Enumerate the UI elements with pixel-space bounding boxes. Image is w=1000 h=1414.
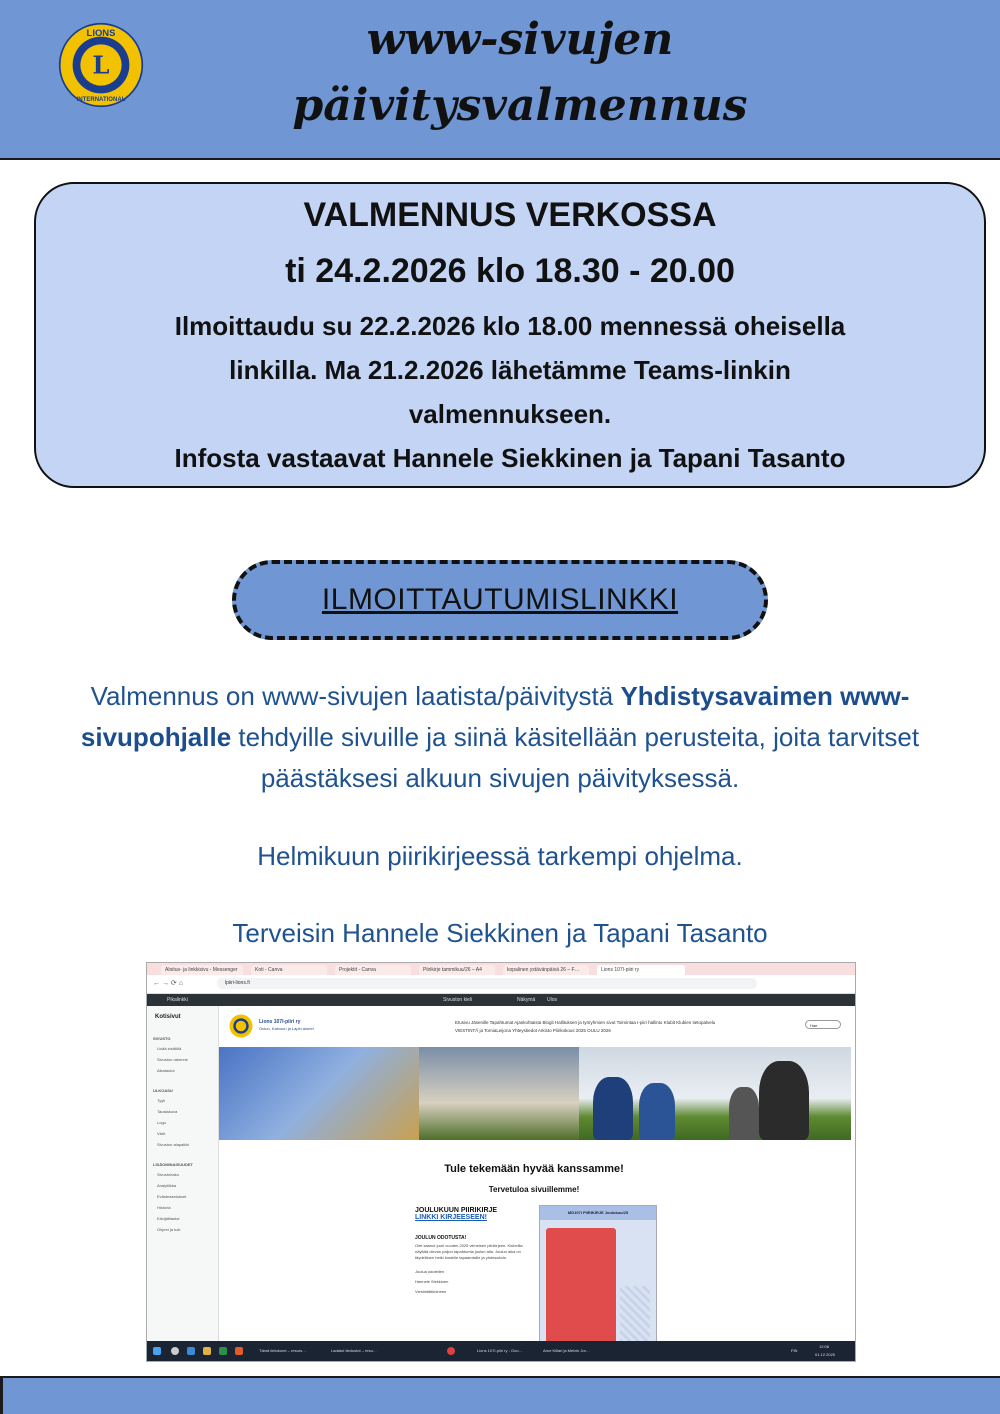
description-paragraph [60, 676, 940, 799]
browser-tab: Aloitus- ja linkkisivu - Messenger [161, 965, 243, 975]
newsletter-paragraph: Olet saanut juuri vuoden 2025 viimeisen piirikirjeen. Klubeilla näyttää olevan paljon tapahtumia joulun alla. Joulun aika on täydellinen hetki ilostelle tapaamisille ja yhdessäolo. [415, 1243, 523, 1260]
cms-sidebar-item: Lisää sisältöä [157, 1046, 182, 1051]
browser-tab-active: Lions 107I-piiri ry [597, 965, 685, 975]
browser-tab: Koti - Canva [251, 965, 327, 975]
browser-tab: Piirikirje tammikuu/26 – A4 [419, 965, 495, 975]
cms-bar-item: Pikalinkki [167, 997, 188, 1003]
cms-sidebar-title: Kotisivut [155, 1014, 181, 1020]
windows-taskbar [147, 1341, 855, 1361]
hero-person [639, 1083, 675, 1140]
hero-people-photo [579, 1047, 851, 1140]
newsletter-subtitle: JOULUN ODOTUSTA! [415, 1235, 467, 1241]
event-detail-line: linkilla. Ma 21.2.2026 lähetämme Teams-linkin [229, 355, 791, 385]
browser-tab: Projektit - Canva [335, 965, 411, 975]
taskbar-window: Lions 107I-piiri ry - Goo… [477, 1348, 523, 1353]
app-icon [235, 1347, 243, 1355]
description-highlight: Yhdistysavaimen www-sivupohjalle [80, 681, 910, 752]
site-subtitle: Oulun, Kainuun ja Lapin alueet [259, 1026, 314, 1031]
cms-sidebar-section: LISÄOMINAISUUDET [153, 1162, 193, 1167]
taskbar-clock-time: 12:08 [819, 1344, 830, 1349]
description-text: tehdyille sivuille ja siinä käsitellään perusteita, joita tarvitset päästäksesi alkuun sivujen päivityksessä. [231, 722, 920, 793]
event-detail-line: valmennukseen. [408, 399, 612, 429]
event-detail-line: Ilmoittaudu su 22.2.2026 klo 18.00 mennessä oheisella [174, 311, 846, 341]
browser-nav-icons: ← → ⟳ ⌂ [153, 980, 183, 987]
signup-link-button[interactable]: ILMOITTAUTUMISLINKKI [232, 560, 768, 640]
event-datetime: ti 24.2.2026 klo 18.30 - 20.00 [285, 252, 735, 290]
cms-sidebar-section: SIVUSTO [153, 1036, 171, 1041]
page-header [0, 0, 1000, 160]
site-content [219, 1141, 849, 1341]
cms-sidebar [147, 1006, 219, 1341]
cms-sidebar-item: Taustakuva [157, 1109, 178, 1114]
browser-url: lpiiri-lions.fi [217, 978, 757, 989]
search-icon [171, 1347, 179, 1355]
newsletter-sign: Joulua odotellen [415, 1269, 445, 1274]
cms-sidebar-item: Ohjeet ja tuki [157, 1227, 181, 1232]
program-note: Helmikuun piirikirjeessä tarkempi ohjelma. [257, 841, 743, 871]
cms-sidebar-item: Sivuston rakenne [157, 1057, 188, 1062]
site-hero-image [219, 1047, 851, 1140]
cms-sidebar-item: Historia [157, 1205, 171, 1210]
cms-sidebar-item: Sivuston alapalkki [157, 1142, 190, 1147]
page-footer [0, 1376, 1000, 1414]
logo-letter: L [92, 50, 110, 80]
greeting: Terveisin Hannele Siekkinen ja Tapani Tasanto [232, 918, 768, 948]
page-title-line2: päivitysvalmennus [292, 80, 748, 131]
cms-bar-item: Näkymä [517, 997, 536, 1003]
cms-sidebar-item: Evästeasetukset [157, 1194, 187, 1199]
cms-sidebar-item: Kävijätilastot [157, 1216, 180, 1221]
site-newsletter-column [415, 1207, 535, 1295]
cms-sidebar-item: Logo [157, 1120, 166, 1125]
newsletter-sign: Viestintätiimineen [415, 1289, 447, 1294]
taskbar-window: Arne Killari ja Melvin Jor… [543, 1348, 590, 1353]
newsletter-sign: Hannele Siekkinen [415, 1279, 449, 1284]
event-info-box [34, 182, 986, 488]
app-icon [219, 1347, 227, 1355]
taskbar-window: Ladatut tiedostot – resu… [331, 1348, 377, 1353]
logo-text-top: LIONS [86, 27, 116, 39]
site-lions-logo-icon [229, 1014, 253, 1038]
website-screenshot [146, 962, 856, 1362]
site-name: Lions 107I-piiri ry [259, 1019, 301, 1025]
cms-sidebar-item: Aikataulut [157, 1068, 175, 1073]
taskbar-window: Tämä tietokone – resurs… [259, 1348, 307, 1353]
folder-icon [203, 1347, 211, 1355]
browser-tab: kopalinen ystävänpäivä 26 – F… [503, 965, 589, 975]
cms-sidebar-item: Analytiikka [157, 1183, 177, 1188]
hero-banner-photo [219, 1047, 419, 1140]
logo-text-bottom: INTERNATIONAL [76, 97, 126, 104]
page-title-line1: www-sivujen [366, 14, 674, 65]
newsletter-flyer-image [539, 1205, 657, 1357]
event-heading: VALMENNUS VERKOSSA [303, 196, 717, 234]
flyer-red-panel [546, 1228, 616, 1354]
event-details [76, 304, 944, 480]
browser-address-bar [147, 975, 855, 994]
browser-tab-bar [147, 963, 855, 975]
newsletter-link: LINKKI KIRJEESEEN! [415, 1214, 487, 1221]
site-subheading: Tervetuloa sivuillemme! [488, 1185, 580, 1194]
site-search: Hae [805, 1020, 841, 1029]
site-header [219, 1006, 849, 1046]
cms-bar-item: Ulos [547, 997, 558, 1003]
event-detail-line: Infosta vastaavat Hannele Siekkinen ja Tapani Tasanto [174, 443, 846, 473]
site-main-heading: Tule tekemään hyvää kanssamme! [444, 1163, 624, 1175]
description-text: Valmennus on www-sivujen laatista/päivitystä [90, 681, 621, 711]
lions-logo-icon [58, 22, 144, 108]
flyer-title: MD107I PIIRIKIRJE Joulukuu/25 [540, 1206, 656, 1220]
taskbar-language: FIN [791, 1348, 798, 1353]
hero-person [729, 1087, 759, 1140]
cms-sidebar-item: Värit [157, 1131, 166, 1136]
site-nav-row: Etusivu Jäsenille Tapahtumat Ajankohtaista Blogit Hallituksen ja työryhmien sivut Toimintaa I-piiri hallinto Klubit Klubien tietopalvelu [455, 1020, 716, 1025]
newsletter-title: JOULUKUUN PIIRIKIRJE [415, 1207, 498, 1214]
hero-person [593, 1077, 633, 1140]
hero-poster-photo [419, 1047, 579, 1140]
app-icon [187, 1347, 195, 1355]
browser-icon [447, 1347, 455, 1355]
taskbar-clock-date: 01.12.2025 [815, 1352, 836, 1357]
windows-start-icon [153, 1347, 161, 1355]
flyer-decoration [620, 1286, 650, 1346]
cms-sidebar-section: ULKOASU [153, 1088, 173, 1093]
hero-person [759, 1061, 809, 1140]
cms-sidebar-item: Tyyli [157, 1098, 165, 1103]
cms-top-bar [147, 994, 855, 1006]
cms-sidebar-item: Sivustohaku [157, 1172, 179, 1177]
site-nav-row: VIESTINTÄ ja TorniaLeijona Yhteystiedot Arkisto Piirikokous 2025 OULU 2026 [455, 1028, 611, 1033]
cms-bar-item: Sivuston kieli [443, 997, 473, 1003]
